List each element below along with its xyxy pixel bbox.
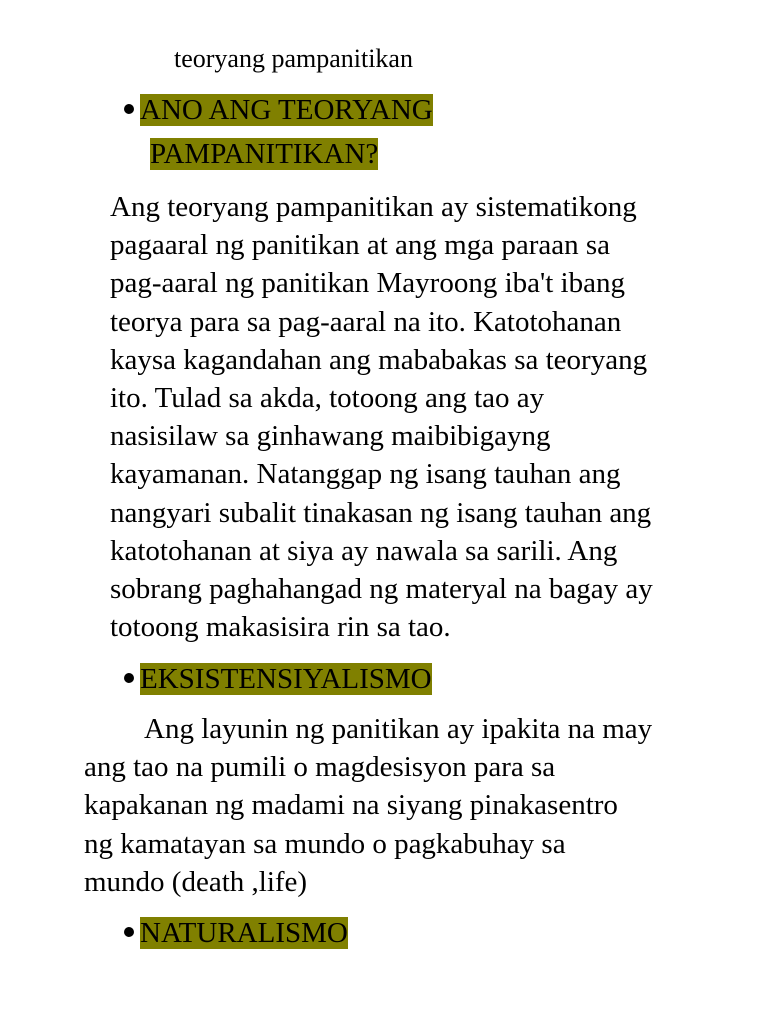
paragraph-line: kayamanan. Natanggap ng isang tauhan ang [110, 458, 621, 491]
paragraph-line: ang tao na pumili o magdesisyon para sa [84, 751, 556, 784]
heading-1-line-2: PAMPANITIKAN? [150, 138, 379, 170]
heading-3-label: NATURALISMO [140, 917, 348, 949]
paragraph-line: ng kamatayan sa mundo o pagkabuhay sa [84, 827, 566, 860]
paragraph-line: pag-aaral ng panitikan Mayroong iba't ibang [110, 267, 625, 300]
paragraph-2 [84, 710, 652, 901]
heading-pampanitikan [150, 136, 378, 173]
paragraph-line: pagaaral ng panitikan at ang mga paraan sa [110, 229, 611, 262]
paragraph-line: teorya para sa pag-aaral na ito. Katotohanan [110, 305, 622, 338]
bullet-icon [124, 104, 134, 114]
paragraph-line: mundo (death ,life) [84, 865, 308, 898]
heading-1-line-1: ANO ANG TEORYANG [140, 94, 433, 126]
paragraph-line: sobrang paghahangad ng materyal na bagay ay [110, 573, 653, 606]
paragraph-1 [110, 188, 653, 646]
document-title: teoryang pampanitikan [174, 44, 413, 73]
paragraph-line: nangyari subalit tinakasan ng isang tauhan ang [110, 496, 652, 529]
paragraph-line: ito. Tulad sa akda, totoong ang tao ay [110, 382, 545, 415]
paragraph-line: kaysa kagandahan ang mababakas sa teoryang [110, 343, 648, 376]
heading-eksistensiyalismo [124, 661, 432, 698]
bullet-icon [124, 673, 134, 683]
paragraph-line: Ang layunin ng panitikan ay ipakita na may [144, 713, 653, 745]
paragraph-line: totoong makasisira rin sa tao. [110, 611, 451, 644]
paragraph-line: Ang teoryang pampanitikan ay sistematikong [110, 191, 637, 223]
paragraph-line: kapakanan ng madami na siyang pinakasentro [84, 789, 618, 822]
heading-naturalismo [124, 915, 348, 952]
heading-ano-ang-teoryang [124, 92, 433, 129]
paragraph-line: nasisilaw sa ginhawang maibibigayng [110, 420, 551, 453]
bullet-icon [124, 927, 134, 937]
paragraph-line: katotohanan at siya ay nawala sa sarili. Ang [110, 534, 618, 567]
heading-2-label: EKSISTENSIYALISMO [140, 663, 432, 695]
